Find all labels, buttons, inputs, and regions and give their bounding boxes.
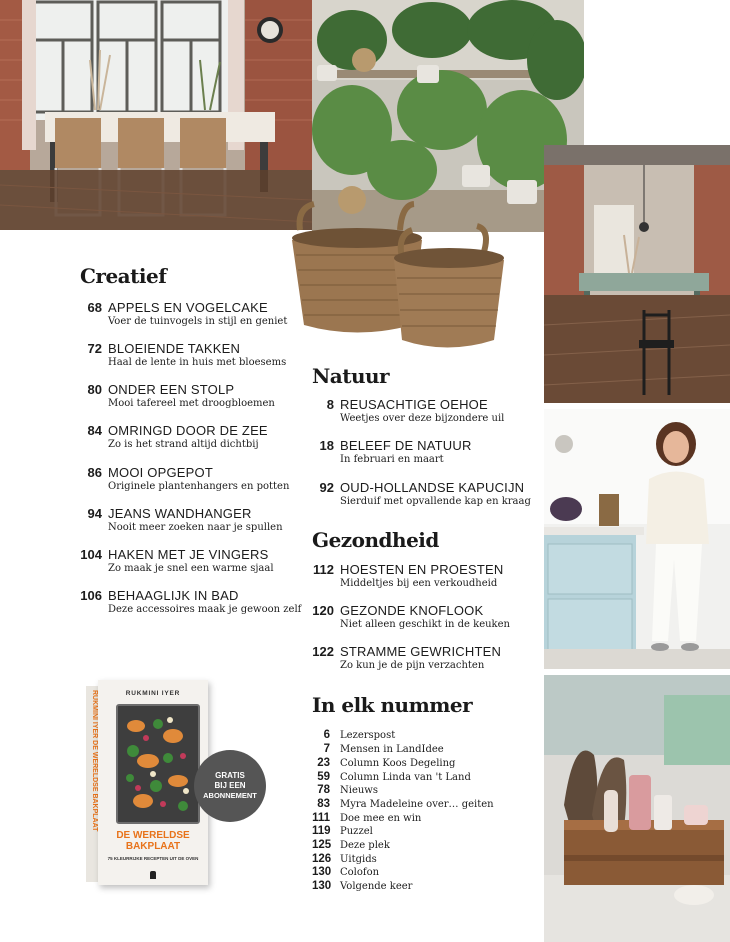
section-heading-natuur: Natuur [312, 364, 390, 388]
article-title: JEANS WANDHANGER [108, 506, 252, 521]
article-description: Zo is het strand altijd dichtbij [108, 439, 259, 450]
section-heading-creatief: Creatief [80, 264, 167, 288]
page-number: 130 [312, 880, 332, 892]
toc-entry[interactable] [80, 382, 320, 416]
article-title: OUD-HOLLANDSE KAPUCIJN [340, 480, 525, 495]
book-front [98, 680, 208, 885]
item-label: Deze plek [340, 840, 390, 851]
item-label: Column Linda van 't Land [340, 772, 471, 783]
toc-entry[interactable] [80, 300, 320, 334]
page-number: 104 [80, 547, 102, 562]
page-number: 125 [312, 839, 332, 851]
item-label: Colofon [340, 867, 380, 878]
toc-entry[interactable] [80, 423, 320, 457]
page-number: 84 [87, 423, 102, 438]
article-description: Voer de tuinvogels in stijl en geniet [108, 316, 288, 327]
article-description: Middeltjes bij een verkoudheid [340, 578, 498, 589]
page-number: 106 [80, 588, 102, 603]
toc-entry[interactable] [80, 506, 320, 540]
item-label: Mensen in LandIdee [340, 744, 444, 755]
spine-text: RUKMINI IYER DE WERELDSE BAKPLAAT [91, 690, 98, 832]
article-title: HAKEN MET JE VINGERS [108, 547, 269, 562]
article-description: Haal de lente in huis met bloesems [108, 357, 287, 368]
page-number: 83 [317, 798, 330, 810]
book-title-line2: BAKPLAAT [125, 841, 181, 852]
page-number: 8 [326, 397, 334, 412]
page-number: 18 [319, 438, 334, 453]
item-label: Nieuws [340, 785, 378, 796]
kitchen-portrait-photo [544, 409, 730, 669]
page-number: 7 [323, 743, 330, 755]
book-author: RUKMINI IYER [125, 690, 181, 697]
dining-room-photo-2 [544, 145, 730, 403]
baskets-photo [282, 190, 514, 360]
article-title: REUSACHTIGE OEHOE [340, 397, 488, 412]
article-description: Weetjes over deze bijzondere uil [340, 413, 505, 424]
article-description: Sierduif met opvallende kap en kraag [340, 496, 531, 507]
page-number: 86 [87, 465, 102, 480]
item-label: Lezerspost [340, 730, 396, 741]
toc-entry[interactable] [312, 562, 537, 596]
article-title: MOOI OPGEPOT [108, 465, 213, 480]
article-description: Deze accessoires maak je gewoon zelf [108, 604, 302, 615]
badge-line-3: ABONNEMENT [203, 791, 257, 800]
article-description: Zo kun je de pijn verzachten [340, 660, 485, 671]
article-title: OMRINGD DOOR DE ZEE [108, 423, 268, 438]
page-number: 92 [319, 480, 334, 495]
article-title: APPELS EN VOGELCAKE [108, 300, 268, 315]
page-number: 119 [312, 825, 331, 837]
bath-accessories-photo [544, 675, 730, 942]
page-number: 59 [317, 771, 330, 783]
page-number: 72 [87, 341, 102, 356]
toc-entry[interactable] [80, 547, 320, 581]
article-title: BLOEIENDE TAKKEN [108, 341, 241, 356]
toc-entry[interactable] [80, 341, 320, 375]
article-title: STRAMME GEWRICHTEN [340, 644, 502, 659]
dining-room-photo [0, 0, 312, 230]
publisher-logo-icon [150, 871, 156, 879]
item-label: Column Koos Degeling [340, 758, 456, 769]
page-number: 122 [312, 644, 334, 659]
article-title: HOESTEN EN PROESTEN [340, 562, 504, 577]
article-description: Originele plantenhangers en potten [108, 481, 290, 492]
page-number: 94 [87, 506, 102, 521]
page-number: 126 [312, 853, 332, 865]
page-number: 80 [87, 382, 102, 397]
book-tray-image [116, 704, 200, 824]
badge-line-1: GRATIS [215, 771, 245, 780]
book-title-line1: DE WERELDSE [116, 830, 190, 841]
item-label: Doe mee en win [340, 813, 422, 824]
article-title: GEZONDE KNOFLOOK [340, 603, 484, 618]
section-heading-gezondheid: Gezondheid [312, 528, 439, 552]
section-heading-in-elk-nummer: In elk nummer [312, 693, 473, 717]
book-cover[interactable] [86, 680, 208, 885]
page-number: 23 [317, 757, 330, 769]
page-number: 68 [87, 300, 102, 315]
article-description: Nooit meer zoeken naar je spullen [108, 522, 283, 533]
item-label: Puzzel [340, 826, 373, 837]
page-number: 6 [323, 729, 330, 741]
item-label: Volgende keer [340, 881, 413, 892]
toc-entry[interactable] [80, 465, 320, 499]
toc-entry[interactable] [312, 644, 537, 678]
article-description: Zo maak je snel een warme sjaal [108, 563, 274, 574]
page-number: 111 [312, 812, 330, 824]
toc-entry[interactable] [312, 397, 537, 431]
badge-line-2: BIJ EEN [214, 781, 246, 790]
page-number: 130 [312, 866, 332, 878]
item-label: Myra Madeleine over… geiten [340, 799, 494, 810]
page-number: 112 [313, 562, 334, 577]
toc-entry[interactable] [312, 480, 537, 514]
article-title: BEHAAGLIJK IN BAD [108, 588, 239, 603]
article-title: ONDER EEN STOLP [108, 382, 235, 397]
item-label: Uitgids [340, 854, 377, 865]
toc-entry[interactable] [312, 603, 537, 637]
book-subtitle: 75 KLEURRIJKE RECEPTEN UIT DE OVEN [107, 856, 199, 861]
page-number: 78 [317, 784, 330, 796]
toc-entry[interactable] [80, 588, 320, 622]
article-description: Mooi tafereel met droogbloemen [108, 398, 275, 409]
article-description: Niet alleen geschikt in de keuken [340, 619, 510, 630]
article-description: In februari en maart [340, 454, 444, 465]
toc-entry[interactable] [312, 438, 537, 472]
page-number: 120 [312, 603, 334, 618]
article-title: BELEEF DE NATUUR [340, 438, 472, 453]
gratis-badge [194, 750, 266, 822]
